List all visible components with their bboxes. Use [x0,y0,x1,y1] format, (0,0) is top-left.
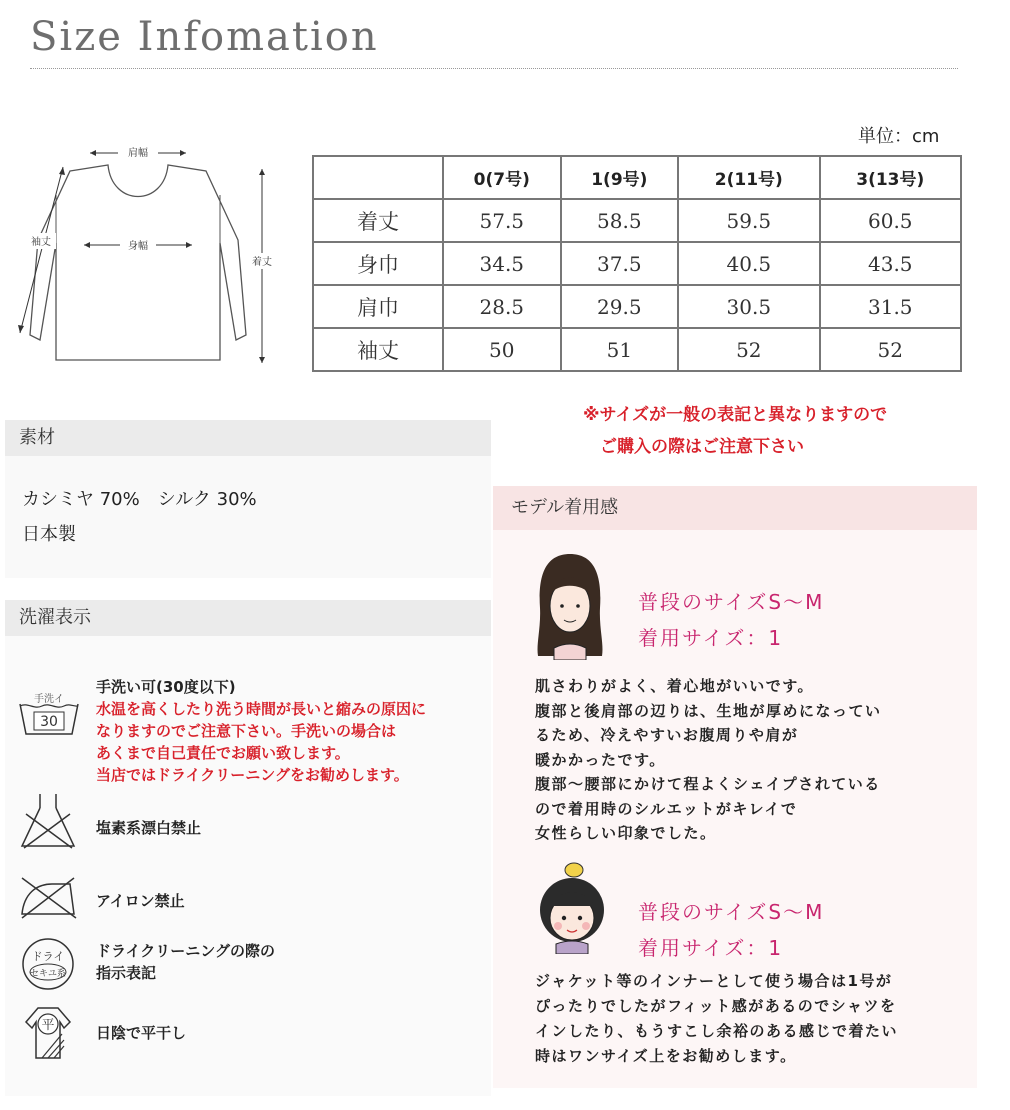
row-label: 着丈 [313,199,443,242]
no-iron-label: アイロン禁止 [96,892,185,910]
table-cell: 28.5 [443,285,561,328]
hand-wash-title: 手洗い可(30度以下) [96,678,236,696]
washing-heading: 洗濯表示 [5,600,491,636]
table-header-cell [313,156,443,199]
sleeve-length-label: 袖丈 [31,237,51,248]
table-cell: 29.5 [561,285,679,328]
model2-comment-3: インしたり、もうすこし余裕のある感じで着たい [535,1022,899,1040]
table-row [313,285,961,328]
unit-label: 単位：cm [858,126,940,147]
model2-comment-4: 時はワンサイズ上をお勧めします。 [535,1047,797,1065]
material-heading: 素材 [5,420,491,456]
model1-comment-6: ので着用時のシルエットがキレイで [535,799,798,818]
table-cell: 60.5 [820,199,961,242]
model-heading: モデル着用感 [493,486,977,530]
no-iron-icon [18,874,78,920]
model1-comment-3: るため、冷えやすいお腹周りや肩が [535,726,799,744]
table-header-row [313,156,961,199]
size-note-line2: ご購入の際はご注意下さい [600,437,804,457]
model2-comment-1: ジャケット等のインナーとして使う場合は1号が [535,972,893,990]
model1-usual-size: 普段のサイズS～M [638,590,825,614]
no-bleach-label: 塩素系漂白禁止 [96,819,202,837]
hand-wash-icon-text: 手洗イ [34,694,64,705]
shoulder-width-label: 肩幅 [128,148,148,159]
model2-usual-size: 普段のサイズS～M [638,900,825,924]
no-bleach-icon [18,792,78,850]
model1-comment-7: 女性らしい印象でした。 [535,824,717,842]
dry-clean-icon-top: ドライ [31,950,65,963]
table-cell: 51 [561,328,679,371]
model1-comment-4: 暖かかったです。 [535,750,666,769]
body-width-label: 身幅 [128,241,148,252]
shade-dry-icon-text: 平 [41,1018,55,1033]
table-cell: 34.5 [443,242,561,285]
row-label: 肩巾 [313,285,443,328]
row-label: 身巾 [313,242,443,285]
dry-clean-label-line2: 指示表記 [96,964,157,982]
size-note-line1: ※サイズが一般の表記と異なりますので [583,405,888,425]
shade-flat-dry-icon [22,1004,74,1062]
garment-measurement-diagram [8,135,290,375]
row-label: 袖丈 [313,328,443,371]
hand-wash-warning-2: なりますのでご注意下さい。手洗いの場合は [96,722,397,740]
table-cell: 30.5 [678,285,819,328]
table-cell: 57.5 [443,199,561,242]
material-composition: カシミヤ 70% シルク 30% [22,489,257,510]
model-avatar-1 [530,548,610,660]
table-header-cell: 0(7号) [443,156,561,199]
table-row [313,328,961,371]
table-cell: 52 [820,328,961,371]
table-row [313,199,961,242]
model2-worn-size: 着用サイズ：1 [638,936,784,960]
hand-wash-warning-1: 水温を高くしたり洗う時間が長いと縮みの原因に [96,700,427,718]
hand-wash-warning-3: あくまで自己責任でお願い致します。 [96,744,350,762]
dry-clean-label-line1: ドライクリーニングの際の [96,942,275,960]
model1-comment-2: 腹部と後肩部の辺りは、生地が厚めになってい [535,701,882,720]
size-table [312,155,962,372]
table-cell: 40.5 [678,242,819,285]
table-cell: 31.5 [820,285,961,328]
hand-wash-warning-4: 当店ではドライクリーニングをお勧めします。 [96,766,409,784]
table-cell: 52 [678,328,819,371]
table-row [313,242,961,285]
model-avatar-2 [534,858,610,954]
table-cell: 37.5 [561,242,679,285]
material-origin: 日本製 [22,524,76,545]
table-header-cell: 1(9号) [561,156,679,199]
length-label: 着丈 [252,257,272,268]
model1-comment-1: 肌さわりがよく、着心地がいいです。 [535,677,815,695]
table-cell: 50 [443,328,561,371]
model1-comment-5: 腹部～腰部にかけて程よくシェイプされている [535,775,881,793]
model2-comment-2: ぴったりでしたがフィット感があるのでシャツを [535,997,897,1015]
table-cell: 58.5 [561,199,679,242]
hand-wash-icon [16,690,82,740]
table-cell: 59.5 [678,199,819,242]
hand-wash-temp: 30 [40,714,58,730]
dry-clean-icon [20,936,76,992]
title-divider [30,68,958,69]
material-panel [5,456,491,578]
shade-dry-label: 日陰で平干し [96,1024,187,1042]
page-title: Size Infomation [30,14,379,60]
dry-clean-icon-bottom: セキユ系 [29,969,67,979]
table-header-cell: 3(13号) [820,156,961,199]
table-cell: 43.5 [820,242,961,285]
model1-worn-size: 着用サイズ：1 [638,626,784,650]
table-header-cell: 2(11号) [678,156,819,199]
